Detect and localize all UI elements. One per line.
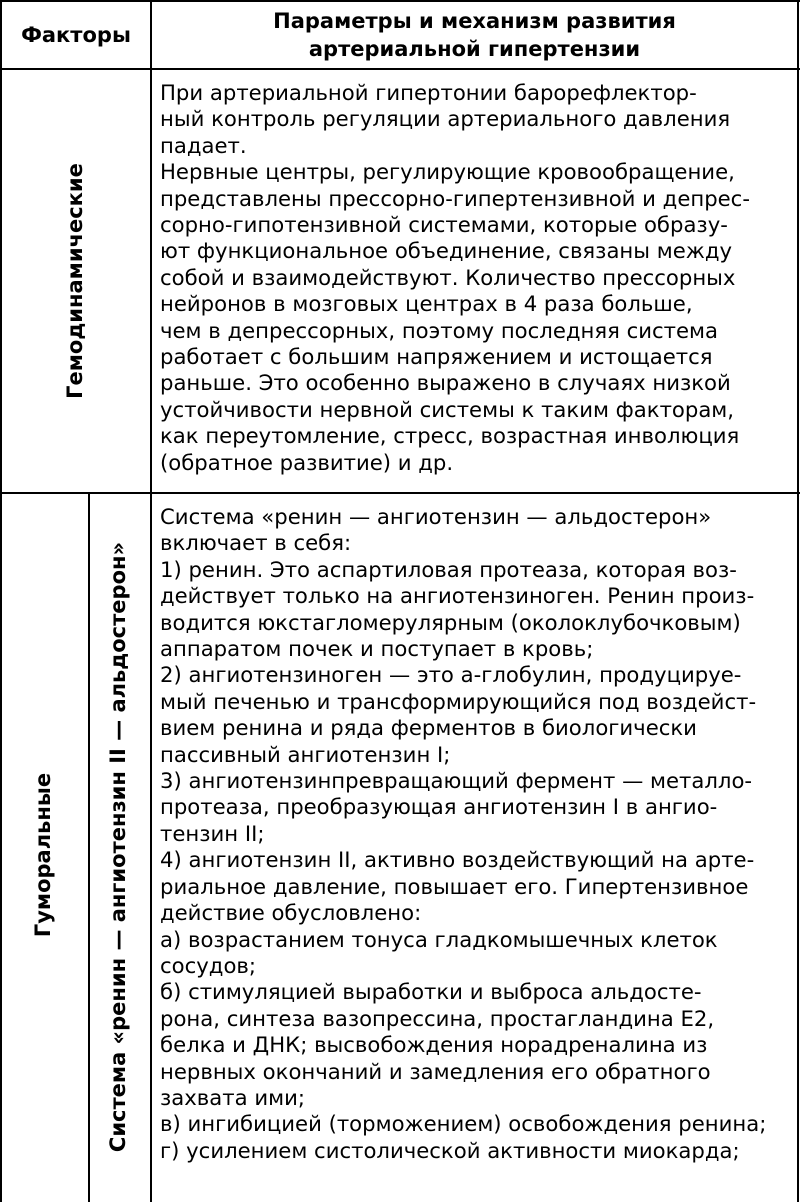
- row-divider: [0, 492, 800, 494]
- row-label-hemodynamic: Гемодинамические: [63, 163, 87, 399]
- subcolumn-divider: [88, 493, 90, 1202]
- text-line: а) возрастанием тонуса гладкомышечных клеток: [160, 926, 718, 952]
- text-line: действует только на ангиотензиноген. Ренин произ-: [160, 583, 755, 609]
- text-line: действие обусловлено:: [160, 900, 422, 926]
- header-divider: [0, 68, 800, 70]
- text-line: г) усилением систолической активности миокарда;: [160, 1137, 740, 1163]
- text-line: падает.: [160, 132, 247, 158]
- text-line: мый печенью и трансформирующийся под воздейст-: [160, 688, 757, 714]
- text-line: водится юкстагломерулярным (околоклубочковым): [160, 609, 741, 635]
- text-line: включает в себя:: [160, 530, 352, 556]
- text-line: аппаратом почек и поступает в кровь;: [160, 636, 594, 662]
- text-line: сосудов;: [160, 952, 257, 978]
- text-line: захвата ими;: [160, 1084, 305, 1110]
- header-factors-label: Факторы: [21, 23, 131, 47]
- table-border-right: [797, 0, 799, 1202]
- hemodynamic-description: [160, 80, 792, 476]
- row-sublabel-renin-system: Система «ренин — ангиотензин II — альдостерон»: [106, 541, 130, 1153]
- text-line: 1) ренин. Это аспартиловая протеаза, которая воз-: [160, 556, 737, 582]
- text-line: пассивный ангиотензин I;: [160, 741, 451, 767]
- text-line: устойчивости нервной системы к таким факторам,: [160, 396, 735, 422]
- text-line: нейронов в мозговых центрах в 4 раза больше,: [160, 291, 693, 317]
- header-parameters-line-2: артериальной гипертензии: [308, 37, 641, 61]
- text-line: 3) ангиотензинпревращающий фермент — металло-: [160, 768, 753, 794]
- text-line: ный контроль регуляции артериального давления: [160, 106, 731, 132]
- header-factors: [2, 2, 150, 68]
- text-line: (обратное развитие) и др.: [160, 449, 454, 475]
- text-line: б) стимуляцией выработки и выброса альдосте-: [160, 979, 702, 1005]
- text-line: При артериальной гипертонии барорефлектор-: [160, 80, 697, 105]
- text-line: 2) ангиотензиноген — это а-глобулин, продуцируе-: [160, 662, 742, 688]
- text-line: нервных окончаний и замедления его обратного: [160, 1058, 711, 1084]
- text-line: чем в депрессорных, поэтому последняя система: [160, 317, 719, 343]
- humoral-description: [160, 504, 792, 1164]
- table-border-left: [0, 0, 2, 1202]
- text-line: 4) ангиотензин II, активно воздействующий на арте-: [160, 847, 755, 873]
- text-line: рона, синтеза вазопрессина, простагландина Е2,: [160, 1005, 715, 1031]
- header-parameters-line-1: Параметры и механизм развития: [273, 9, 676, 33]
- text-line: белка и ДНК; высвобождения норадреналина из: [160, 1032, 708, 1058]
- text-line: вием ренина и ряда ферментов в биологически: [160, 715, 697, 741]
- text-line: Система «ренин — ангиотензин — альдостерон»: [160, 504, 712, 529]
- text-line: в) ингибицией (торможением) освобождения ренина;: [160, 1111, 767, 1137]
- text-line: Нервные центры, регулирующие кровообращение,: [160, 159, 735, 185]
- header-parameters: [152, 2, 797, 68]
- text-line: собой и взаимодействуют. Количество прессорных: [160, 264, 736, 290]
- text-line: представлены прессорно-гипертензивной и депрес-: [160, 185, 750, 211]
- column-divider: [150, 0, 152, 1202]
- row-label-humoral: Гуморальные: [31, 772, 55, 938]
- text-line: раньше. Это особенно выражено в случаях низкой: [160, 370, 731, 396]
- text-line: риальное давление, повышает его. Гипертензивное: [160, 873, 749, 899]
- text-line: сорно-гипотензивной системами, которые образу-: [160, 212, 728, 238]
- text-line: тензин II;: [160, 820, 265, 846]
- text-line: работает с большим напряжением и истощается: [160, 344, 713, 370]
- text-line: ют функциональное объединение, связаны между: [160, 238, 733, 264]
- text-line: протеаза, преобразующая ангиотензин I в ангио-: [160, 794, 718, 820]
- text-line: как переутомление, стресс, возрастная инволюция: [160, 423, 740, 449]
